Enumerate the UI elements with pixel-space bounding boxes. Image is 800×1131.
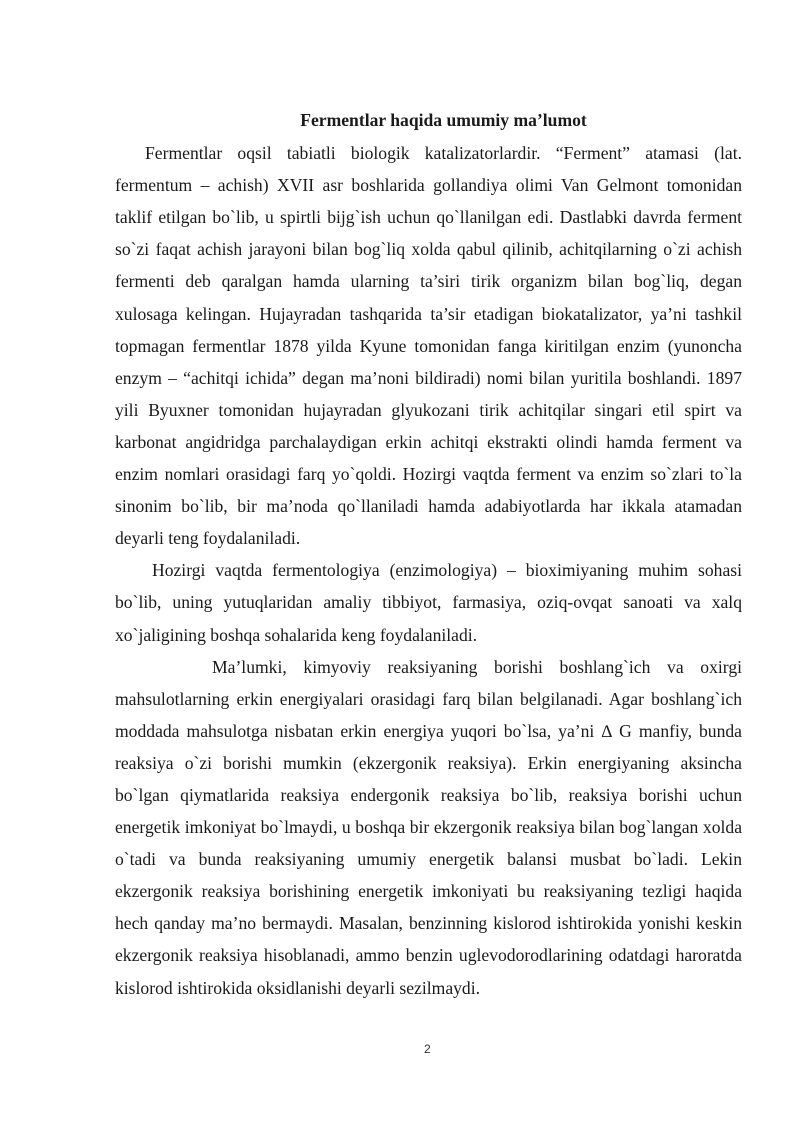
document-title: Fermentlar haqida umumiy ma’lumot (300, 110, 587, 130)
paragraph-fermentology: Hozirgi vaqtda fermentologiya (enzimologiya) – bioximiyaning muhim sohasi bo`lib, uning yutuqlaridan amaliy tibbiyot, farmasiya, oziq-ovqat sanoati va xalq xo`jaligining boshqa sohalarida keng foydalaniladi. (115, 560, 742, 645)
document-body (115, 104, 742, 1004)
paragraph-introduction: Fermentlar oqsil tabiatli biologik katalizatorlardir. “Ferment” atamasi (lat. fermentum – achish) XVII asr boshlarida gollandiya olimi Van Gelmont tomonidan taklif etilgan bo`lib, u spirtli bijg`ish uchun qo`llanilgan edi. Dastlabki davrda ferment so`zi faqat achish jarayoni bilan bog`liq xolda qabul qilinib, achitqilarning o`zi achish fermenti deb qaralgan hamda ularning ta’siri tirik organizm bilan bog`liq, degan xulosaga kelingan. Hujayradan tashqarida ta’sir etadigan biokatalizator, ya’ni tashkil topmagan fermentlar 1878 yilda Kyune tomonidan fanga kiritilgan enzim (yunoncha enzym – “achitqi ichida” degan ma’noni bildiradi) nomi bilan yuritila boshlandi. 1897 yili Byuxner tomonidan hujayradan glyukozani tirik achitqilar singari etil spirt va karbonat angidridga parchalaydigan erkin achitqi ekstrakti olindi hamda ferment va enzim nomlari orasidagi farq yo`qoldi. Hozirgi vaqtda ferment va enzim so`zlari to`la sinonim bo`lib, bir ma’noda qo`llaniladi hamda adabiyotlarda har ikkala atamadan deyarli teng foydalaniladi. (115, 143, 742, 549)
paragraph-free-energy: Ma’lumki, kimyoviy reaksiyaning borishi boshlang`ich va oxirgi mahsulotlarning erkin energiyalari orasidagi farq bilan belgilanadi. Agar boshlang`ich moddada mahsulotga nisbatan erkin energiya yuqori bo`lsa, ya’ni ∆ G manfiy, bunda reaksiya o`zi borishi mumkin (ekzergonik reaksiya). Erkin energiyaning aksincha bo`lgan qiymatlarida reaksiya endergonik reaksiya bo`lib, reaksiya borishi uchun energetik imkoniyat bo`lmaydi, u boshqa bir ekzergonik reaksiya bilan bog`langan xolda o`tadi va bunda reaksiyaning umumiy energetik balansi musbat bo`ladi. Lekin ekzergonik reaksiya borishining energetik imkoniyati bu reaksiyaning tezligi haqida hech qanday ma’no bermaydi. Masalan, benzinning kislorod ishtirokida yonishi keskin ekzergonik reaksiya hisoblanadi, ammo benzin uglevodorodlarining odatdagi haroratda kislorod ishtirokida oksidlanishi deyarli sezilmaydi. (115, 656, 742, 998)
page-number: 2 (424, 1042, 431, 1056)
